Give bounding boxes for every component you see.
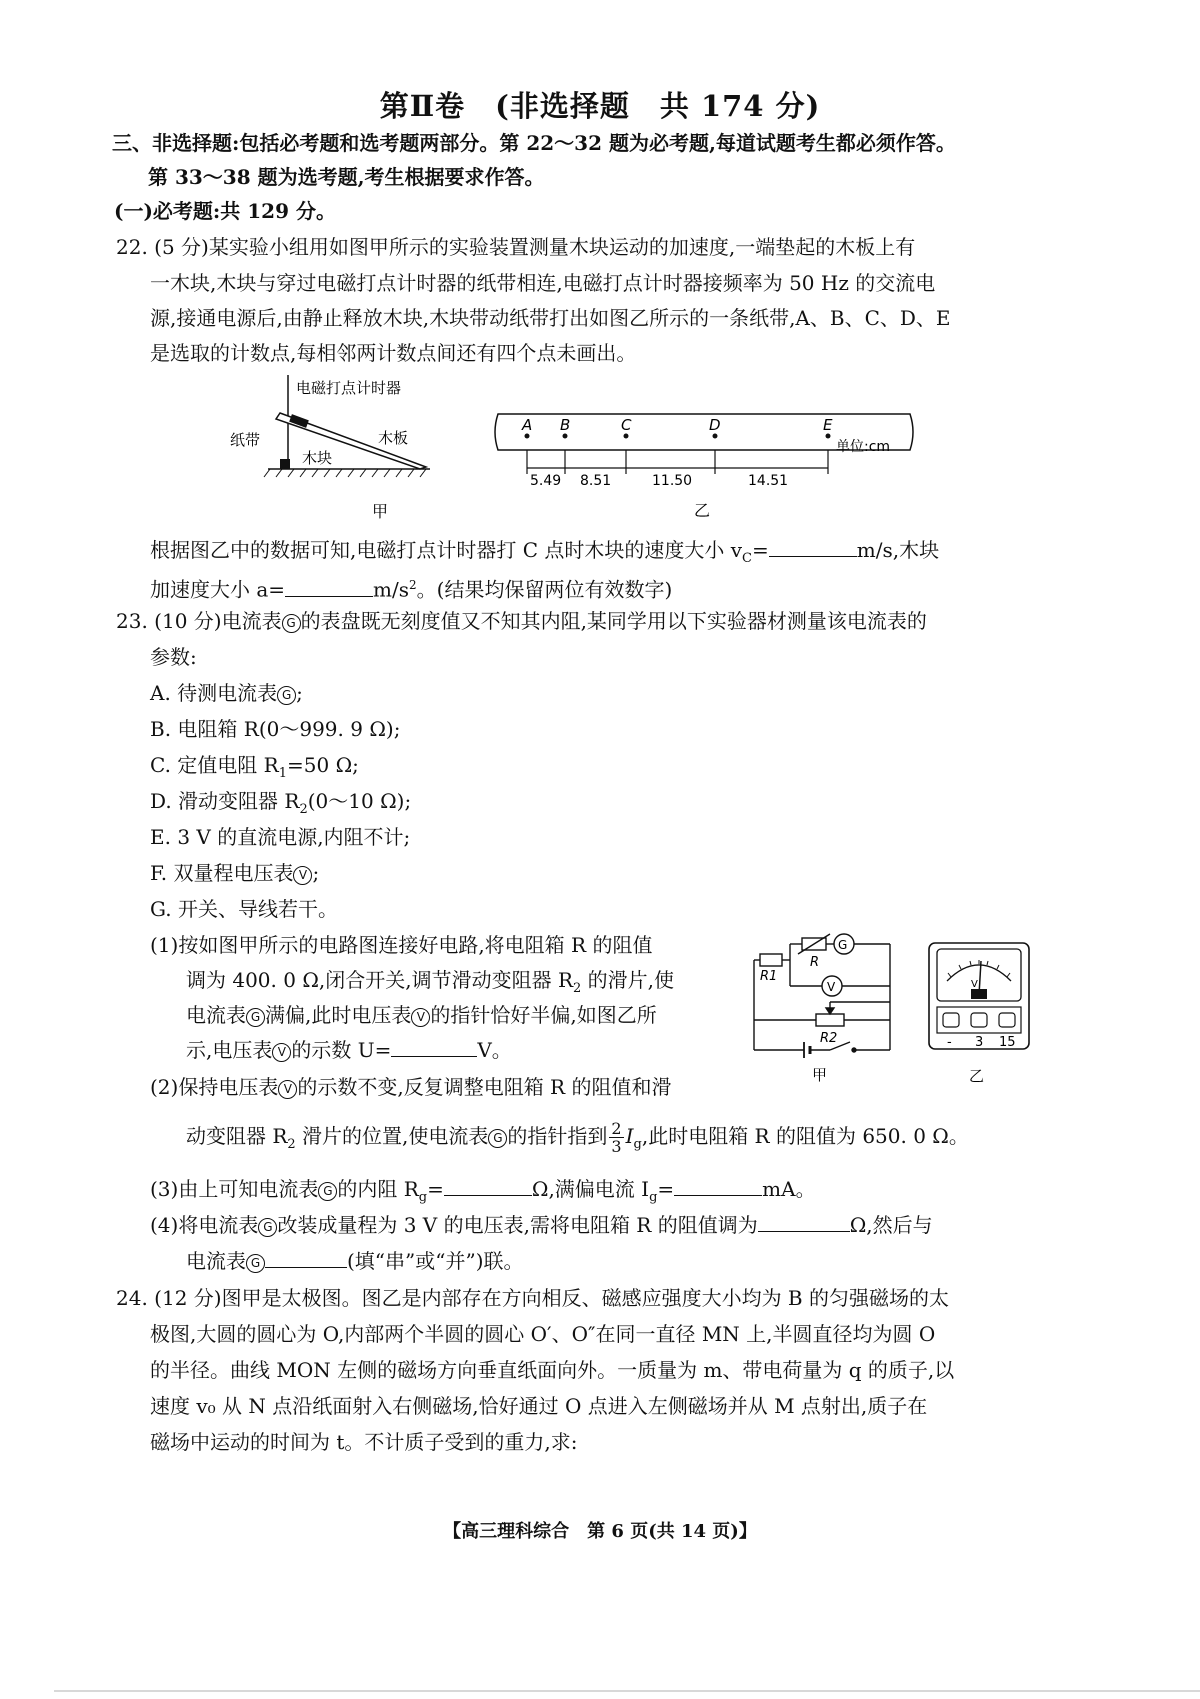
q23-line2: 参数:	[150, 645, 197, 669]
q23-item-c-subscript: 1	[278, 766, 288, 781]
paper-tape-figure	[490, 412, 920, 524]
terminal-15-label: 15	[999, 1035, 1016, 1050]
required-section-heading: (一)必考题:共 129 分。	[114, 199, 336, 223]
answer-blank-vc[interactable]	[769, 538, 857, 557]
q23-item-g: G. 开关、导线若干。	[150, 897, 338, 921]
q23-item-a	[150, 680, 303, 706]
point-d-label: D	[709, 416, 721, 434]
two-thirds-fraction	[609, 1120, 623, 1155]
voltmeter-symbol-icon: V	[293, 866, 312, 885]
timer-base-shape	[280, 459, 290, 469]
circuit-voltmeter-label: V	[827, 980, 836, 994]
q23-part1-line4-b: 的示数 U=	[291, 1038, 392, 1062]
section-instructions-line1: 三、非选择题:包括必考题和选考题两部分。第 22～32 题为必考题,每道试题考生都必须作答。	[112, 131, 956, 155]
section-instructions-line2: 第 33～38 题为选考题,考生根据要求作答。	[148, 165, 545, 189]
circuit-r2-label: R2	[820, 1031, 838, 1046]
figure-jia-caption: 甲	[372, 502, 389, 521]
terminal-minus-label: -	[947, 1035, 952, 1050]
block-label: 木块	[302, 449, 333, 467]
q22-ask1-unit: m/s,木块	[856, 538, 940, 562]
q23-part3-unit: mA。	[762, 1177, 816, 1201]
q23-part4-line1-c: Ω,然后与	[849, 1213, 933, 1237]
q23-part2-line2	[186, 1120, 969, 1158]
q23-part1-line4-unit: V。	[477, 1038, 512, 1062]
q23-part2-r2-subscript: 2	[287, 1137, 296, 1152]
distance-cd: 11.50	[652, 473, 693, 489]
distance-de: 14.51	[748, 473, 789, 489]
q23-item-f-text: F. 双量程电压表	[150, 861, 294, 885]
q23-part4-line2	[186, 1248, 524, 1274]
q23-part4-line2-a: 电流表	[186, 1249, 246, 1273]
terminal-minus	[943, 1013, 959, 1027]
circuit-diagram-figure	[750, 930, 898, 1088]
q23-line1-start: 23. (10 分)电流表	[116, 609, 282, 633]
ammeter-symbol-icon: G	[277, 686, 296, 705]
q22-line4: 是选取的计数点,每相邻两计数点间还有四个点未画出。	[150, 341, 637, 365]
q23-part3-d: Ω,满偏电流 I	[531, 1177, 650, 1201]
q23-part2-line1-a: (2)保持电压表	[150, 1075, 279, 1099]
q24-line4: 速度 v₀ 从 N 点沿纸面射入右侧磁场,恰好通过 O 点进入左侧磁场并从 M 点射出,质子在	[150, 1394, 928, 1418]
distance-ab: 5.49	[530, 473, 562, 489]
q23-part2-line1-b: 的示数不变,反复调整电阻箱 R 的阻值和滑	[297, 1075, 672, 1099]
voltmeter-figure	[925, 935, 1037, 1091]
q23-part1-line1: (1)按如图甲所示的电路图连接好电路,将电阻箱 R 的阻值	[150, 933, 653, 957]
ammeter-symbol-icon: G	[246, 1008, 265, 1027]
ammeter-symbol-icon: G	[246, 1254, 265, 1273]
answer-blank-series-parallel[interactable]	[265, 1249, 347, 1268]
tape-unit-label: 单位:cm	[836, 439, 891, 455]
ammeter-symbol-icon: G	[488, 1129, 507, 1148]
q24-line1: 24. (12 分)图甲是太极图。图乙是内部存在方向相反、磁感应强度大小均为 B 的匀强磁场的太	[116, 1286, 949, 1310]
q23-item-e: E. 3 V 的直流电源,内阻不计;	[150, 825, 411, 849]
point-e-label: E	[823, 416, 833, 434]
circuit-r1-label: R1	[760, 969, 778, 984]
q23-item-a-end: ;	[296, 681, 303, 705]
q22-ask2-superscript: 2	[409, 578, 417, 592]
q23-part1-line4	[186, 1037, 512, 1063]
q23-part1-line2-end: 的滑片,使	[581, 968, 675, 992]
q23-part1-line2-text: 调为 400. 0 Ω,闭合开关,调节滑动变阻器 R	[186, 968, 574, 992]
rg-subscript: g	[418, 1190, 428, 1205]
q22-line2: 一木块,木块与穿过电磁打点计时器的纸带相连,电磁打点计时器接频率为 50 Hz 的交流电	[150, 271, 936, 295]
scan-edge-line	[54, 1690, 1200, 1692]
dial-label: V	[971, 979, 978, 990]
q23-part1-line4-a: 示,电压表	[186, 1038, 273, 1062]
distance-bc: 8.51	[580, 473, 612, 489]
q23-part4-line1-a: (4)将电流表	[150, 1213, 259, 1237]
meter-figure-caption: 乙	[969, 1067, 985, 1085]
ammeter-symbol-icon: G	[282, 614, 301, 633]
terminal-3-label: 3	[975, 1035, 984, 1050]
q24-line2: 极图,大圆的圆心为 O,内部两个半圆的圆心 O′、O″在同一直径 MN 上,半圆直径均为圆 O	[150, 1322, 936, 1346]
q22-ask1-equals: =	[751, 538, 769, 562]
q22-ask2-text: 加速度大小 a=	[150, 577, 286, 602]
circuit-ammeter-label: G	[838, 938, 848, 952]
q23-part1-r2-subscript: 2	[573, 981, 582, 996]
q24-line5: 磁场中运动的时间为 t。不计质子受到的重力,求:	[150, 1430, 578, 1454]
q23-part1-line3-a: 电流表	[186, 1003, 246, 1027]
voltmeter-symbol-icon: V	[272, 1043, 291, 1062]
q22-ask2	[150, 572, 672, 603]
timer-label: 电磁打点计时器	[296, 379, 402, 397]
circuit-figure-caption: 甲	[812, 1066, 828, 1084]
q23-part3-b: 的内阻 R	[337, 1177, 419, 1201]
point-c-label: C	[621, 416, 632, 434]
ammeter-symbol-icon: G	[258, 1218, 277, 1237]
q23-item-d	[150, 788, 411, 823]
answer-blank-voltage[interactable]	[391, 1038, 477, 1057]
q23-item-c-end: =50 Ω;	[287, 753, 359, 777]
q23-part1-line3-b: 满偏,此时电压表	[265, 1003, 412, 1027]
current-subscript: g	[633, 1137, 642, 1152]
q23-part3-equals1: =	[427, 1177, 444, 1201]
q22-ask2-unit: m/s	[373, 577, 410, 602]
fraction-numerator: 2	[611, 1119, 622, 1138]
point-b-label: B	[560, 416, 571, 434]
ammeter-symbol-icon: G	[318, 1182, 337, 1201]
ig-subscript: g	[649, 1190, 658, 1205]
q23-part4-line2-b: (填“串”或“并”)联。	[347, 1249, 524, 1273]
q23-line1	[116, 608, 927, 634]
voltmeter-symbol-icon: V	[411, 1008, 430, 1027]
q23-item-c	[150, 752, 359, 787]
fraction-denominator: 3	[611, 1137, 622, 1156]
q23-part2-line1	[150, 1074, 671, 1100]
q23-part2-line2-text: 动变阻器 R	[186, 1124, 288, 1148]
page-title: 第Ⅱ卷 (非选择题 共 174 分)	[379, 89, 821, 123]
q23-item-d-end: (0～10 Ω);	[307, 789, 412, 813]
q23-item-a-text: A. 待测电流表	[150, 681, 278, 705]
board-label: 木板	[378, 429, 409, 447]
figure-yi-caption: 乙	[694, 501, 711, 520]
q23-item-d-text: D. 滑动变阻器 R	[150, 789, 300, 813]
q23-item-c-text: C. 定值电阻 R	[150, 753, 279, 777]
q22-vc-subscript: C	[742, 551, 752, 566]
needle-pivot	[971, 989, 987, 999]
q23-line1-end: 的表盘既无刻度值又不知其内阻,某同学用以下实验器材测量该电流表的	[300, 609, 927, 633]
q23-item-f	[150, 860, 319, 886]
q23-part2-line2-mid: 滑片的位置,使电流表	[295, 1124, 489, 1148]
incline-apparatus-figure	[230, 375, 470, 525]
q23-item-f-end: ;	[312, 861, 320, 885]
q24-line3: 的半径。曲线 MON 左侧的磁场方向垂直纸面向外。一质量为 m、带电荷量为 q 的质子,以	[150, 1358, 955, 1382]
r1-resistor	[760, 954, 782, 966]
q23-part3	[150, 1176, 816, 1211]
q23-part1-line3	[186, 1002, 657, 1028]
q22-line3: 源,接通电源后,由静止释放木块,木块带动纸带打出如图乙所示的一条纸带,A、B、C、D、E	[150, 306, 951, 330]
terminal-15v	[999, 1013, 1015, 1027]
q23-part3-equals2: =	[657, 1177, 675, 1201]
answer-blank-box-resistance[interactable]	[758, 1213, 850, 1232]
q23-item-d-subscript: 2	[299, 802, 308, 817]
terminal-3v	[971, 1013, 987, 1027]
page-footer: 【高三理科综合 第 6 页(共 14 页)】	[443, 1521, 757, 1542]
q23-part3-a: (3)由上可知电流表	[150, 1177, 319, 1201]
r2-rheostat	[816, 1014, 844, 1026]
answer-blank-internal-resistance[interactable]	[444, 1177, 532, 1196]
answer-blank-acceleration[interactable]	[285, 578, 373, 597]
q22-ask1-text: 根据图乙中的数据可知,电磁打点计时器打 C 点时木块的速度大小 v	[150, 538, 743, 562]
q22-ask1	[150, 537, 939, 572]
voltmeter-symbol-icon: V	[278, 1080, 297, 1099]
q23-part1-line2	[186, 967, 674, 1002]
circuit-r-label: R	[810, 955, 820, 970]
q22-ask2-note: 。(结果均保留两位有效数字)	[416, 577, 673, 602]
tape-label: 纸带	[230, 431, 261, 449]
answer-blank-full-scale-current[interactable]	[674, 1177, 762, 1196]
q22-line1: 22. (5 分)某实验小组用如图甲所示的实验装置测量木块运动的加速度,一端垫起的木板上有	[116, 235, 916, 259]
q23-part2-line2-end: ,此时电阻箱 R 的阻值为 650. 0 Ω。	[641, 1124, 969, 1148]
q23-part4-line1	[150, 1212, 933, 1238]
q23-item-b: B. 电阻箱 R(0～999. 9 Ω);	[150, 717, 401, 741]
q23-part1-line3-c: 的指针恰好半偏,如图乙所	[430, 1003, 657, 1027]
current-symbol: I	[625, 1124, 634, 1148]
q23-part4-line1-b: 改装成量程为 3 V 的电压表,需将电阻箱 R 的阻值调为	[277, 1213, 758, 1237]
q23-part2-line2-mid2: 的指针指到	[507, 1124, 608, 1148]
point-a-label: A	[522, 416, 533, 434]
